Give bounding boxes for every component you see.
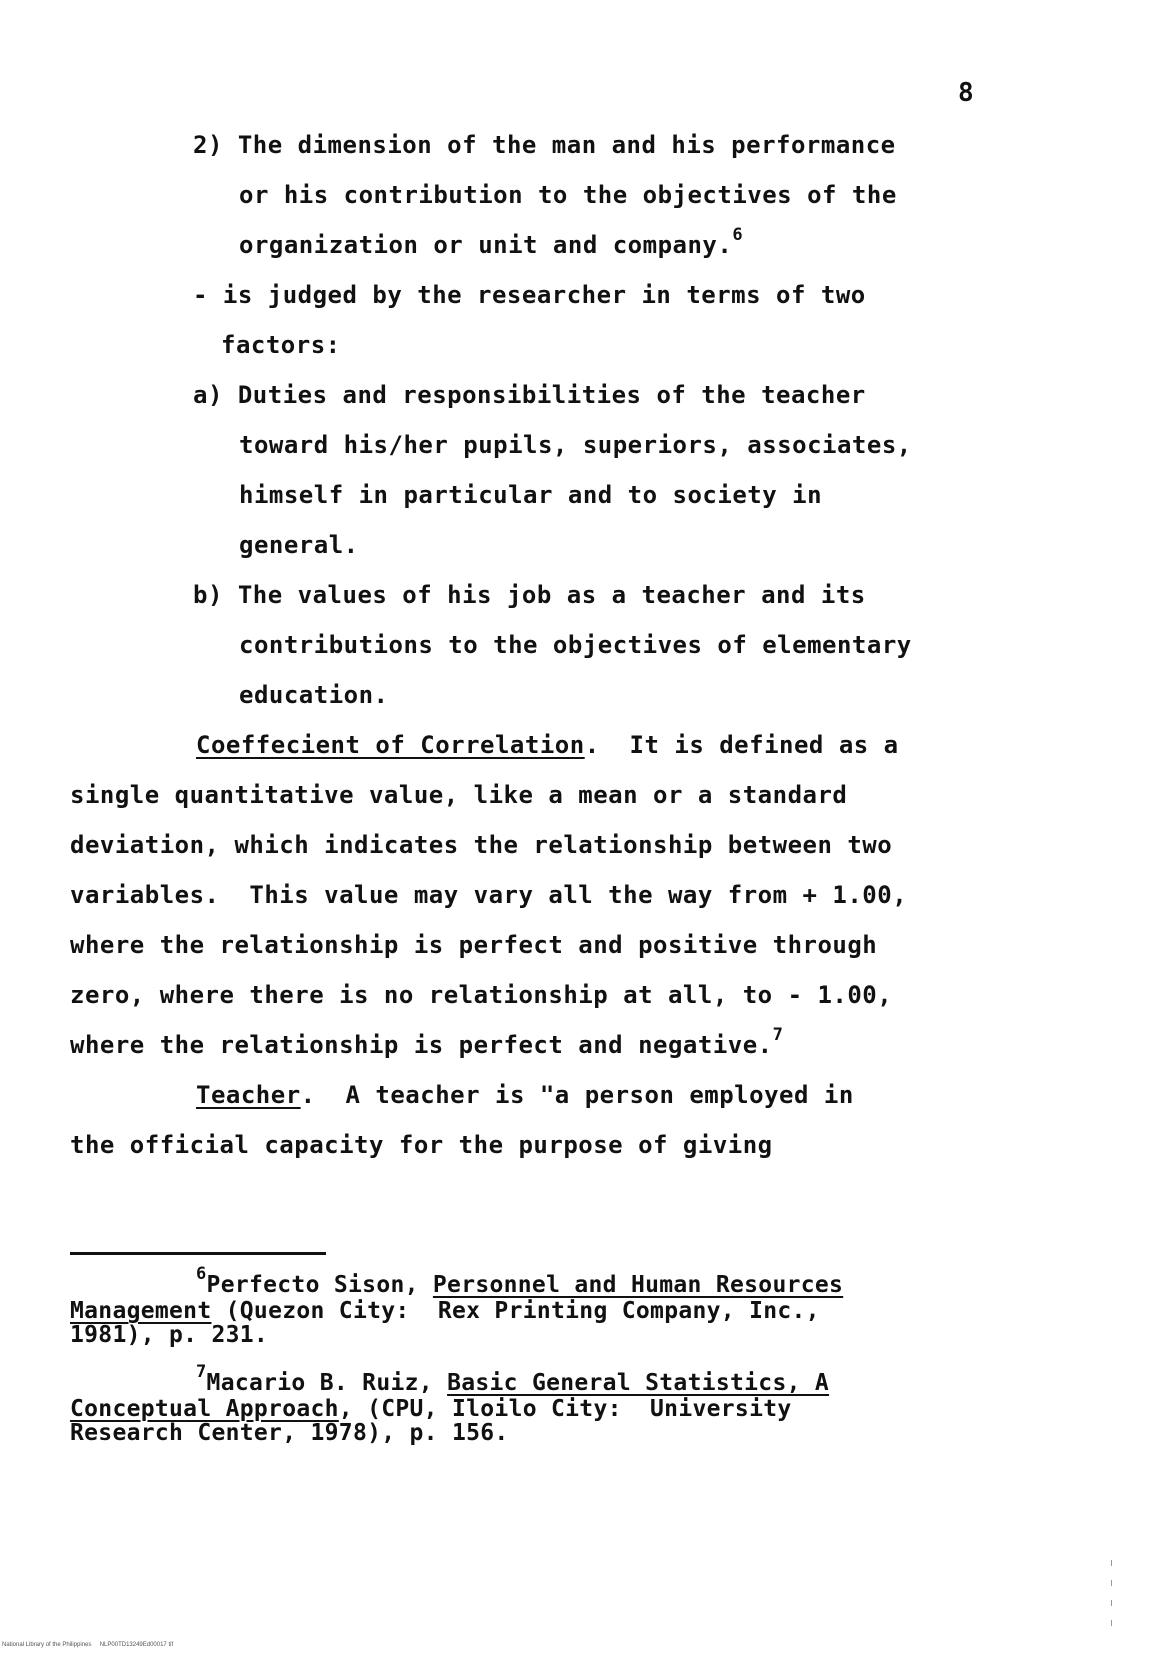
- footnote-line: 1981), p. 231.: [70, 1322, 269, 1348]
- scan-credit: National Library of the Philippines NLP00TD13249Ed00017 tif: [2, 1642, 174, 1648]
- text-line: organization or unit and company.$^6$: [239, 225, 744, 259]
- list-item-text: Duties and responsibilities of the teacher: [237, 381, 866, 409]
- citation-title: Conceptual Approach: [70, 1396, 339, 1422]
- footnote-number: 7: [196, 1362, 207, 1382]
- term-heading: Teacher: [196, 1081, 301, 1109]
- text-line: - is judged by the researcher in terms of two: [193, 281, 866, 309]
- text-line: deviation, which indicates the relationship between two: [70, 831, 893, 859]
- footnote-7: $^7$Macario B. Ruiz, Basic General Statistics, A: [196, 1362, 830, 1396]
- text-line: where the relationship is perfect and negative.$^7$: [70, 1025, 784, 1059]
- text-line: the official capacity for the purpose of giving: [70, 1131, 773, 1159]
- paragraph-correlation-start: Coeffecient of Correlation. It is defined as a: [196, 731, 899, 759]
- list-item-b: [193, 581, 866, 609]
- scan-edge-mark: [1111, 1600, 1112, 1606]
- text-line: or his contribution to the objectives of the: [239, 181, 897, 209]
- text-line: contributions to the objectives of elementary: [239, 631, 912, 659]
- citation-title: Basic General Statistics, A: [447, 1370, 830, 1396]
- footnote-ref-6: 6: [732, 225, 744, 245]
- text-line: education.: [239, 681, 389, 709]
- text-line: variables. This value may vary all the way from + 1.00,: [70, 881, 908, 909]
- scan-edge-mark: [1111, 1620, 1112, 1626]
- citation-title: Management: [70, 1298, 212, 1324]
- text-line: toward his/her pupils, superiors, associates,: [239, 431, 912, 459]
- term-heading: Coeffecient of Correlation: [196, 731, 585, 759]
- text-line: himself in particular and to society in: [239, 481, 823, 509]
- footnote-line: Research Center, 1978), p. 156.: [70, 1420, 509, 1446]
- footnote-divider: [70, 1252, 326, 1255]
- footnote-6: $^6$Perfecto Sison, Personnel and Human Resources: [196, 1264, 844, 1298]
- text-line: single quantitative value, like a mean or a standard: [70, 781, 848, 809]
- citation-title: Personnel and Human Resources: [432, 1272, 844, 1298]
- list-item-text: The values of his job as a teacher and its: [237, 581, 866, 609]
- list-marker: a): [193, 381, 223, 409]
- text-line: where the relationship is perfect and positive through: [70, 931, 878, 959]
- text-line: factors:: [221, 331, 341, 359]
- text-line: general.: [239, 531, 359, 559]
- footnote-line: Management (Quezon City: Rex Printing Company, Inc.,: [70, 1298, 820, 1324]
- scan-edge-mark: [1111, 1580, 1112, 1586]
- list-item-a: [193, 381, 866, 409]
- scan-edge-mark: [1111, 1560, 1112, 1566]
- list-marker: b): [193, 581, 223, 609]
- list-item-2: [193, 131, 896, 159]
- footnote-line: Conceptual Approach, (CPU, Iloilo City: University: [70, 1396, 792, 1422]
- text-line: zero, where there is no relationship at all, to - 1.00,: [70, 981, 893, 1009]
- footnote-number: 6: [196, 1264, 207, 1284]
- list-item-text: The dimension of the man and his performance: [237, 131, 896, 159]
- list-marker: 2): [193, 131, 223, 159]
- paragraph-teacher-start: Teacher. A teacher is "a person employed in: [196, 1081, 854, 1109]
- page-number: 8: [958, 78, 974, 108]
- footnote-ref-7: 7: [772, 1025, 784, 1045]
